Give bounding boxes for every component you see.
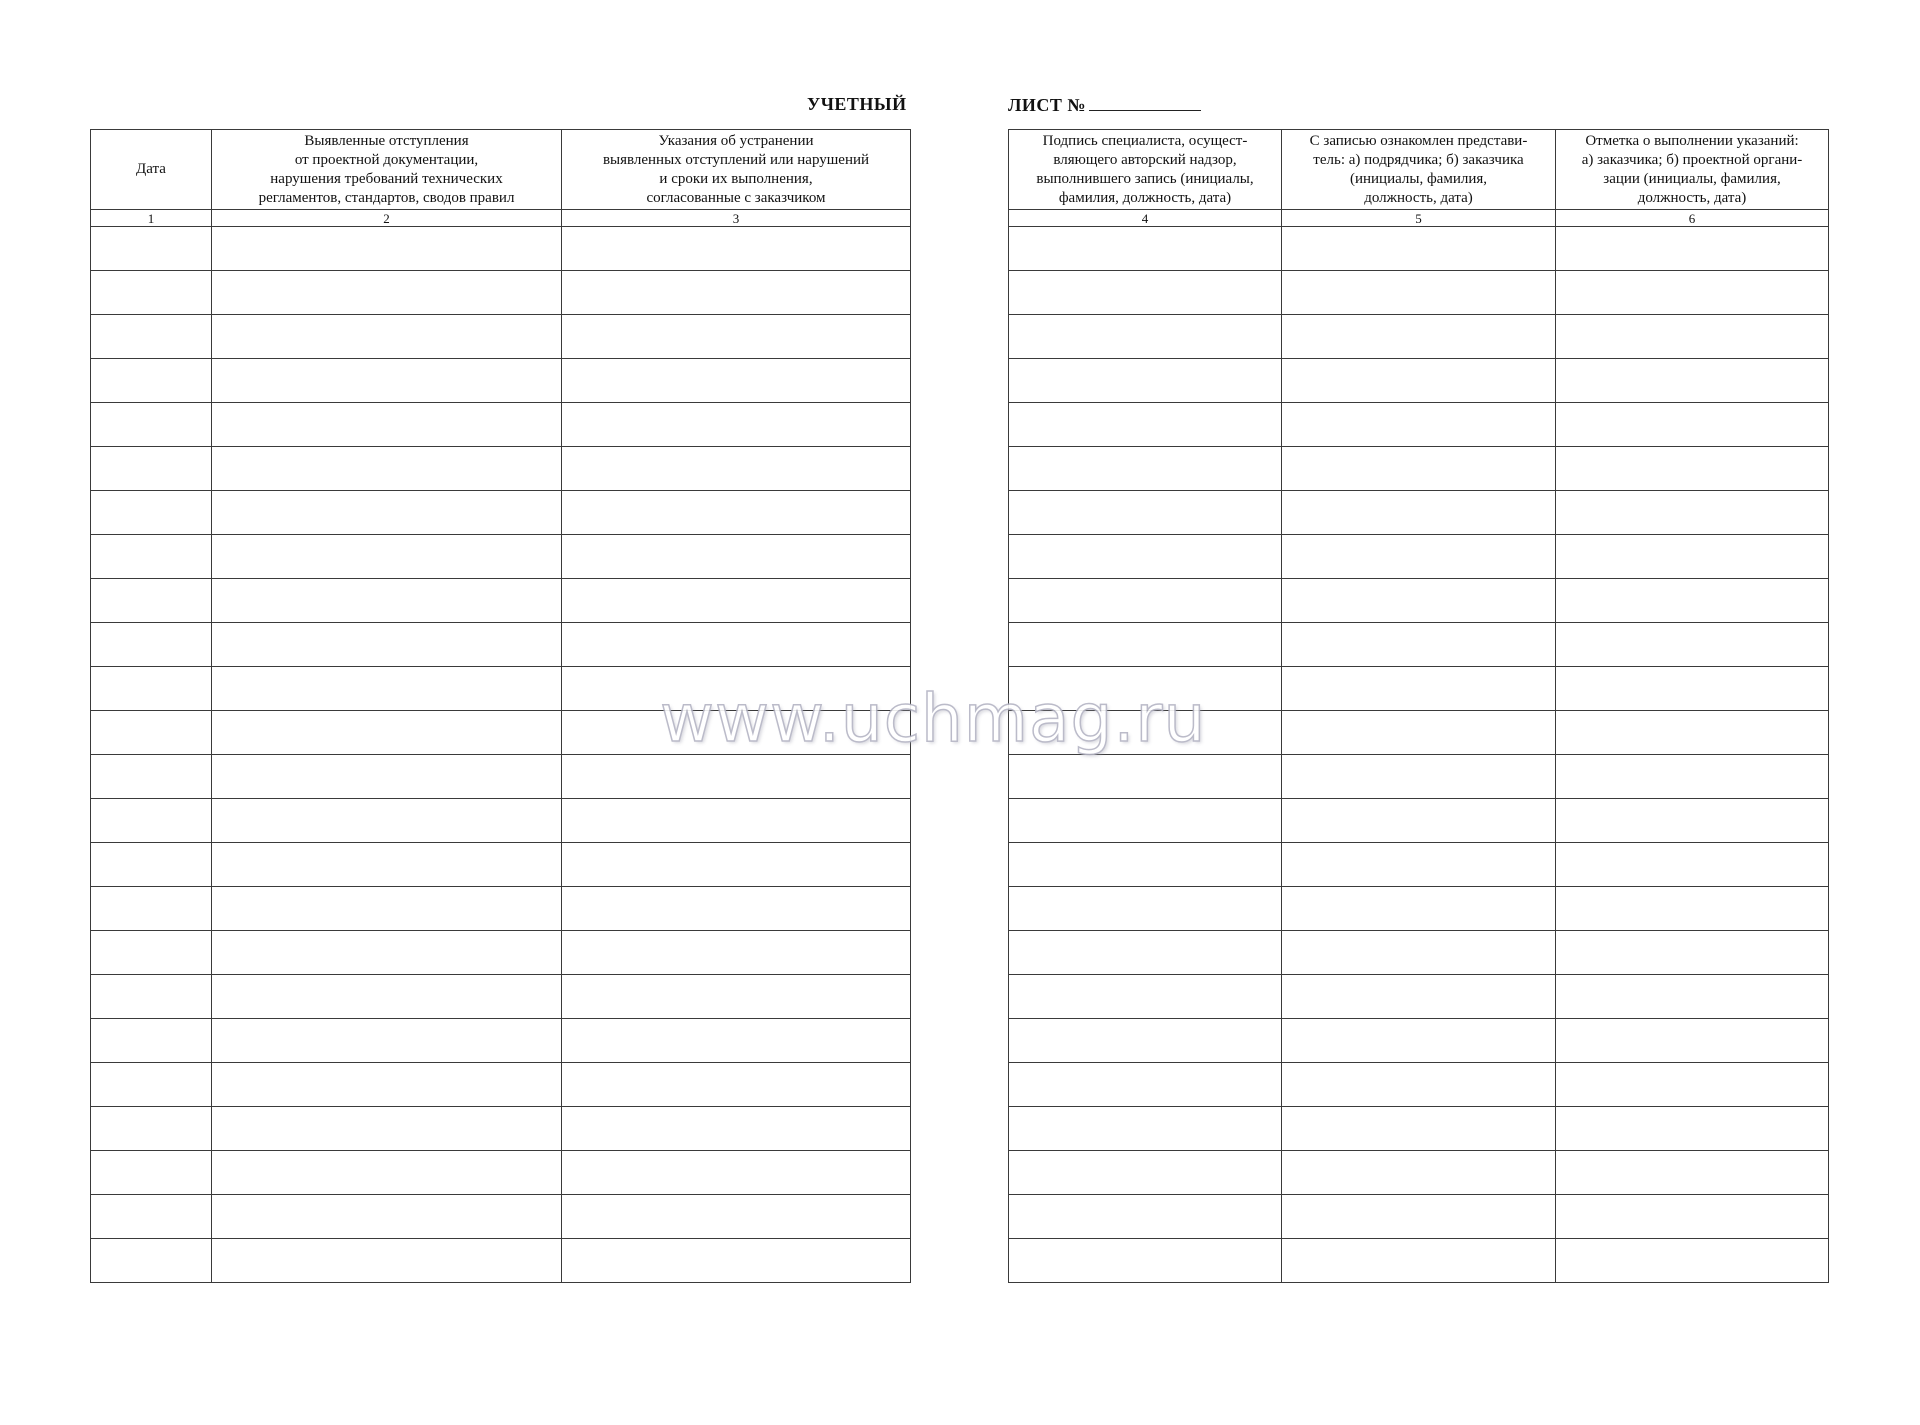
- table-cell[interactable]: [562, 491, 911, 535]
- table-row: [1009, 931, 1829, 975]
- column-number-row: [91, 210, 911, 227]
- column-number: 4: [1009, 210, 1282, 227]
- table-row: [1009, 1063, 1829, 1107]
- table-cell[interactable]: [562, 1151, 911, 1195]
- table-cell[interactable]: [1556, 1107, 1829, 1151]
- table-cell[interactable]: [1009, 711, 1282, 755]
- table-cell[interactable]: [1556, 755, 1829, 799]
- table-row: [1009, 579, 1829, 623]
- table-cell[interactable]: [91, 1151, 212, 1195]
- table-cell[interactable]: [212, 755, 562, 799]
- left-table-body: [91, 227, 911, 1283]
- table-row: [1009, 799, 1829, 843]
- header-cell-deviations: [212, 130, 562, 210]
- table-row: [1009, 623, 1829, 667]
- table-row: [91, 1195, 911, 1239]
- header-cell-completion-mark: [1556, 130, 1829, 210]
- table-cell[interactable]: [212, 227, 562, 271]
- table-cell[interactable]: [562, 1107, 911, 1151]
- table-cell[interactable]: [212, 1107, 562, 1151]
- table-cell[interactable]: [1009, 931, 1282, 975]
- table-cell[interactable]: [91, 491, 212, 535]
- table-cell[interactable]: [91, 667, 212, 711]
- table-row: [91, 315, 911, 359]
- table-cell[interactable]: [91, 799, 212, 843]
- table-cell[interactable]: [1009, 1107, 1282, 1151]
- table-cell[interactable]: [212, 1019, 562, 1063]
- header-text: С записью ознакомлен представи- тель: а) подрядчика; б) заказчика (инициалы, фамилия, должность, дата): [1309, 132, 1528, 206]
- table-cell[interactable]: [1556, 535, 1829, 579]
- table-cell[interactable]: [562, 447, 911, 491]
- header-cell-signature: [1009, 130, 1282, 210]
- table-row: [1009, 843, 1829, 887]
- table-cell[interactable]: [1282, 447, 1556, 491]
- table-row: [1009, 667, 1829, 711]
- table-cell[interactable]: [212, 667, 562, 711]
- table-cell[interactable]: [212, 623, 562, 667]
- table-cell[interactable]: [1282, 667, 1556, 711]
- table-cell[interactable]: [562, 579, 911, 623]
- table-cell[interactable]: [212, 1063, 562, 1107]
- table-row: [1009, 315, 1829, 359]
- header-row: [1009, 130, 1829, 210]
- header-text: Выявленные отступления от проектной документации, нарушения требований технических регламентов, стандартов, сводов правил: [258, 132, 515, 206]
- table-cell[interactable]: [1556, 447, 1829, 491]
- table-row: [91, 755, 911, 799]
- table-row: [1009, 1019, 1829, 1063]
- table-cell[interactable]: [212, 711, 562, 755]
- column-number: 3: [562, 210, 911, 227]
- table-cell[interactable]: [91, 359, 212, 403]
- table-cell[interactable]: [1282, 799, 1556, 843]
- table-cell[interactable]: [1556, 799, 1829, 843]
- table-cell[interactable]: [562, 623, 911, 667]
- table-row: [1009, 1151, 1829, 1195]
- table-cell[interactable]: [1282, 271, 1556, 315]
- table-cell[interactable]: [1282, 1063, 1556, 1107]
- table-cell[interactable]: [1556, 227, 1829, 271]
- table-cell[interactable]: [562, 535, 911, 579]
- table-cell[interactable]: [1556, 579, 1829, 623]
- header-text: Подпись специалиста, осущест- вляющего авторский надзор, выполнившего запись (инициалы, фамилия, должность, дата): [1036, 132, 1254, 206]
- table-cell[interactable]: [1556, 403, 1829, 447]
- table-row: [91, 975, 911, 1019]
- table-cell[interactable]: [91, 843, 212, 887]
- table-cell[interactable]: [1556, 887, 1829, 931]
- table-cell[interactable]: [1009, 887, 1282, 931]
- table-row: [1009, 755, 1829, 799]
- table-row: [1009, 1107, 1829, 1151]
- table-cell[interactable]: [562, 227, 911, 271]
- right-register-table: [1008, 129, 1829, 1283]
- header-cell-acknowledged: [1282, 130, 1556, 210]
- table-cell[interactable]: [91, 315, 212, 359]
- table-cell[interactable]: [1282, 1107, 1556, 1151]
- table-cell[interactable]: [1556, 931, 1829, 975]
- table-row: [91, 1107, 911, 1151]
- table-cell[interactable]: [1282, 535, 1556, 579]
- table-cell[interactable]: [212, 271, 562, 315]
- table-row: [1009, 975, 1829, 1019]
- table-cell[interactable]: [1009, 535, 1282, 579]
- table-cell[interactable]: [562, 667, 911, 711]
- table-cell[interactable]: [91, 1019, 212, 1063]
- watermark-text: www.uchmag.ru: [660, 680, 1207, 757]
- table-row: [91, 799, 911, 843]
- table-cell[interactable]: [1009, 447, 1282, 491]
- table-cell[interactable]: [1009, 755, 1282, 799]
- table-cell[interactable]: [1009, 403, 1282, 447]
- column-number: 6: [1556, 210, 1829, 227]
- table-cell[interactable]: [212, 491, 562, 535]
- table-cell[interactable]: [1282, 315, 1556, 359]
- table-row: [1009, 359, 1829, 403]
- table-cell[interactable]: [1282, 755, 1556, 799]
- column-number: 1: [91, 210, 212, 227]
- table-cell[interactable]: [91, 887, 212, 931]
- table-row: [1009, 887, 1829, 931]
- table-row: [91, 887, 911, 931]
- table-cell[interactable]: [1009, 491, 1282, 535]
- table-row: [91, 579, 911, 623]
- table-cell[interactable]: [1282, 975, 1556, 1019]
- table-cell[interactable]: [1009, 271, 1282, 315]
- table-cell[interactable]: [1009, 1019, 1282, 1063]
- right-table-body: [1009, 227, 1829, 1283]
- table-cell[interactable]: [562, 755, 911, 799]
- table-cell[interactable]: [212, 579, 562, 623]
- table-cell[interactable]: [212, 975, 562, 1019]
- title-word-list-no: ЛИСТ №: [1008, 95, 1087, 115]
- table-cell[interactable]: [562, 843, 911, 887]
- table-cell[interactable]: [212, 887, 562, 931]
- table-cell[interactable]: [212, 315, 562, 359]
- table-cell[interactable]: [562, 711, 911, 755]
- table-row: [91, 711, 911, 755]
- table-row: [1009, 711, 1829, 755]
- table-cell[interactable]: [212, 1151, 562, 1195]
- table-row: [91, 843, 911, 887]
- table-cell[interactable]: [1282, 579, 1556, 623]
- table-cell[interactable]: [1556, 359, 1829, 403]
- table-cell[interactable]: [1282, 887, 1556, 931]
- header-row: [91, 130, 911, 210]
- table-cell[interactable]: [1282, 1195, 1556, 1239]
- table-row: [91, 271, 911, 315]
- table-row: [91, 359, 911, 403]
- table-cell[interactable]: [1556, 843, 1829, 887]
- table-cell[interactable]: [212, 1239, 562, 1283]
- table-cell[interactable]: [91, 1107, 212, 1151]
- table-cell[interactable]: [91, 447, 212, 491]
- table-cell[interactable]: [562, 271, 911, 315]
- table-cell[interactable]: [212, 843, 562, 887]
- table-cell[interactable]: [212, 799, 562, 843]
- table-cell[interactable]: [91, 227, 212, 271]
- header-cell-date: [91, 130, 212, 210]
- table-row: [91, 1239, 911, 1283]
- table-cell[interactable]: [1556, 975, 1829, 1019]
- table-cell[interactable]: [1009, 975, 1282, 1019]
- table-row: [1009, 535, 1829, 579]
- table-cell[interactable]: [91, 711, 212, 755]
- table-cell[interactable]: [1009, 843, 1282, 887]
- table-cell[interactable]: [562, 315, 911, 359]
- header-cell-instructions: [562, 130, 911, 210]
- table-cell[interactable]: [91, 931, 212, 975]
- table-cell[interactable]: [1009, 579, 1282, 623]
- table-row: [91, 491, 911, 535]
- table-row: [91, 403, 911, 447]
- table-cell[interactable]: [1556, 1019, 1829, 1063]
- header-text: Указания об устранении выявленных отступлений или нарушений и сроки их выполнения, согласованные с заказчиком: [602, 132, 870, 206]
- table-cell[interactable]: [91, 1195, 212, 1239]
- table-cell[interactable]: [1009, 1195, 1282, 1239]
- table-cell[interactable]: [1556, 491, 1829, 535]
- table-row: [91, 667, 911, 711]
- table-cell[interactable]: [562, 975, 911, 1019]
- table-cell[interactable]: [212, 1195, 562, 1239]
- header-text: Отметка о выполнении указаний: а) заказчика; б) проектной органи- зации (инициалы, фамилия, должность, дата): [1581, 132, 1803, 206]
- table-cell[interactable]: [1009, 1239, 1282, 1283]
- table-cell[interactable]: [1009, 1063, 1282, 1107]
- left-register-table: [90, 129, 911, 1283]
- table-cell[interactable]: [1556, 1195, 1829, 1239]
- table-cell[interactable]: [1282, 227, 1556, 271]
- table-cell[interactable]: [1282, 359, 1556, 403]
- table-cell[interactable]: [212, 535, 562, 579]
- sheet-title-left: [807, 94, 907, 115]
- table-cell[interactable]: [91, 271, 212, 315]
- table-cell[interactable]: [562, 1063, 911, 1107]
- table-cell[interactable]: [1282, 1151, 1556, 1195]
- column-number: 5: [1282, 210, 1556, 227]
- table-row: [1009, 271, 1829, 315]
- table-cell[interactable]: [91, 1063, 212, 1107]
- table-cell[interactable]: [1282, 623, 1556, 667]
- table-cell[interactable]: [1556, 1063, 1829, 1107]
- table-cell[interactable]: [1556, 271, 1829, 315]
- table-row: [91, 535, 911, 579]
- table-cell[interactable]: [1009, 1151, 1282, 1195]
- table-cell[interactable]: [1282, 1019, 1556, 1063]
- table-cell[interactable]: [1009, 623, 1282, 667]
- table-row: [1009, 1239, 1829, 1283]
- table-cell[interactable]: [562, 799, 911, 843]
- table-cell[interactable]: [1556, 1151, 1829, 1195]
- table-cell[interactable]: [1282, 843, 1556, 887]
- table-cell[interactable]: [562, 1019, 911, 1063]
- table-cell[interactable]: [91, 579, 212, 623]
- table-cell[interactable]: [1282, 931, 1556, 975]
- table-cell[interactable]: [562, 1195, 911, 1239]
- table-row: [91, 623, 911, 667]
- table-row: [91, 1019, 911, 1063]
- header-text: Дата: [136, 161, 166, 177]
- table-row: [91, 931, 911, 975]
- table-cell[interactable]: [1556, 1239, 1829, 1283]
- table-row: [1009, 227, 1829, 271]
- sheet-number-field[interactable]: [1089, 94, 1201, 111]
- column-number: 2: [212, 210, 562, 227]
- table-cell[interactable]: [91, 403, 212, 447]
- table-cell[interactable]: [1009, 315, 1282, 359]
- table-cell[interactable]: [1556, 667, 1829, 711]
- column-number-row: [1009, 210, 1829, 227]
- table-cell[interactable]: [1009, 227, 1282, 271]
- table-cell[interactable]: [91, 623, 212, 667]
- table-cell[interactable]: [1009, 667, 1282, 711]
- sheet-title-right: [1008, 94, 1201, 116]
- table-cell[interactable]: [212, 447, 562, 491]
- table-cell[interactable]: [1282, 711, 1556, 755]
- table-cell[interactable]: [1556, 711, 1829, 755]
- table-row: [91, 447, 911, 491]
- table-row: [1009, 403, 1829, 447]
- table-cell[interactable]: [562, 887, 911, 931]
- table-cell[interactable]: [562, 403, 911, 447]
- table-row: [1009, 1195, 1829, 1239]
- table-row: [91, 227, 911, 271]
- table-cell[interactable]: [91, 1239, 212, 1283]
- table-row: [91, 1063, 911, 1107]
- table-cell[interactable]: [562, 359, 911, 403]
- table-cell[interactable]: [91, 535, 212, 579]
- table-cell[interactable]: [1009, 359, 1282, 403]
- table-cell[interactable]: [1556, 623, 1829, 667]
- table-cell[interactable]: [212, 359, 562, 403]
- table-cell[interactable]: [562, 1239, 911, 1283]
- table-row: [91, 1151, 911, 1195]
- table-cell[interactable]: [1282, 403, 1556, 447]
- title-word-uchetny: УЧЕТНЫЙ: [807, 94, 907, 114]
- table-cell[interactable]: [562, 931, 911, 975]
- table-row: [1009, 447, 1829, 491]
- table-cell[interactable]: [91, 975, 212, 1019]
- table-cell[interactable]: [1282, 1239, 1556, 1283]
- table-cell[interactable]: [1282, 491, 1556, 535]
- table-cell[interactable]: [212, 931, 562, 975]
- table-cell[interactable]: [1009, 799, 1282, 843]
- table-cell[interactable]: [212, 403, 562, 447]
- table-cell[interactable]: [1556, 315, 1829, 359]
- table-row: [1009, 491, 1829, 535]
- table-cell[interactable]: [91, 755, 212, 799]
